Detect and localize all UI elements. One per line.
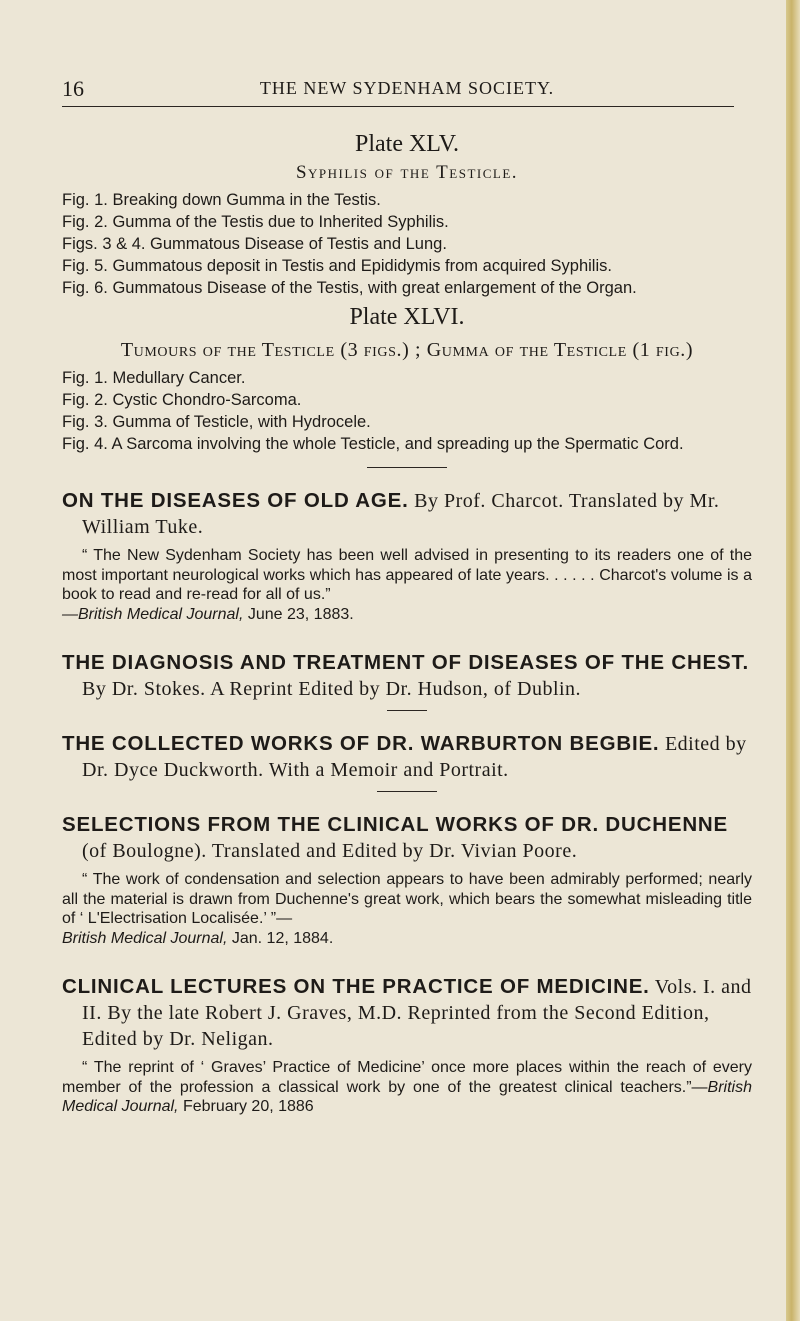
book-title: ON THE DISEASES OF OLD AGE. bbox=[62, 489, 409, 512]
book-title: SELECTIONS FROM THE CLINICAL WORKS OF DR. DUCHENNE bbox=[62, 813, 729, 836]
section-rule bbox=[367, 467, 447, 468]
book-details: By Dr. Stokes. A Reprint Edited by Dr. Hudson, of Dublin. bbox=[82, 678, 582, 700]
book-title-line bbox=[62, 488, 752, 540]
figure-item bbox=[62, 434, 752, 455]
figure-label: Figs. 3 & 4. bbox=[62, 235, 146, 253]
figure-item bbox=[62, 412, 752, 433]
book-entry bbox=[62, 650, 752, 702]
running-title: THE NEW SYDENHAM SOCIETY. bbox=[259, 78, 555, 98]
book-title: THE DIAGNOSIS AND TREATMENT OF DISEASES OF THE CHEST. bbox=[62, 651, 750, 674]
figure-list bbox=[62, 190, 752, 299]
plate-subtitle: Syphilis of the Testicle. bbox=[295, 162, 519, 183]
quote-text: “ The reprint of ‘ Graves’ Practice of Medicine’ once more places within the reach of every member of the profession a classical work by one of the greatest clinical teachers.”— bbox=[62, 1059, 752, 1096]
quote-date: Jan. 12, 1884. bbox=[227, 929, 334, 947]
book-details: Vols. I. and II. By the late Robert J. Graves, M.D. Reprinted from the Second Edition, Edited by Dr. Neligan. bbox=[82, 976, 752, 1050]
figure-item bbox=[62, 368, 752, 389]
book-entry bbox=[62, 812, 752, 948]
quote-date: February 20, 1886 bbox=[178, 1098, 314, 1115]
book-title-line bbox=[62, 731, 752, 783]
figure-text: Gummatous Disease of the Testis, with great enlargement of the Organ. bbox=[112, 279, 637, 297]
header-rule bbox=[62, 106, 734, 107]
section-rule bbox=[387, 710, 427, 711]
plate-subtitle: Tumours of the Testicle (3 figs.) ; Gumma of the Testicle (1 fig.) bbox=[120, 339, 694, 361]
figure-label: Fig. 2. bbox=[62, 213, 108, 231]
quote-text: “ The work of condensation and selection appears to have been admirably performed; nearly all the material is drawn from Duchenne's great work, which bears the somewhat misleading title of ‘ L'Electrisation Localisée.’ ”— bbox=[62, 871, 752, 927]
page-edge bbox=[786, 0, 800, 1321]
book-title-line bbox=[62, 812, 752, 864]
figure-item bbox=[62, 256, 752, 277]
figure-text: Gumma of the Testis due to Inherited Syphilis. bbox=[112, 213, 449, 231]
book-entry bbox=[62, 974, 752, 1117]
figure-label: Fig. 4. bbox=[62, 435, 108, 453]
review-quote bbox=[62, 546, 752, 624]
book-entry bbox=[62, 731, 752, 783]
quote-source: —British Medical Journal, bbox=[62, 605, 244, 623]
figure-item bbox=[62, 212, 752, 233]
figure-label: Fig. 6. bbox=[62, 279, 108, 297]
figure-text: Gummatous Disease of Testis and Lung. bbox=[150, 235, 447, 253]
book-title-line bbox=[62, 650, 752, 702]
figure-text: Gummatous deposit in Testis and Epididymis from acquired Syphilis. bbox=[112, 257, 612, 275]
figure-label: Fig. 5. bbox=[62, 257, 108, 275]
figure-text: Cystic Chondro-Sarcoma. bbox=[112, 391, 302, 409]
figure-text: A Sarcoma involving the whole Testicle, and spreading up the Spermatic Cord. bbox=[111, 435, 684, 453]
figure-item bbox=[62, 190, 752, 211]
quote-date: June 23, 1883. bbox=[243, 605, 354, 623]
book-entry bbox=[62, 488, 752, 624]
figure-item bbox=[62, 390, 752, 411]
running-head bbox=[62, 76, 752, 104]
figure-label: Fig. 3. bbox=[62, 413, 108, 431]
section-rule bbox=[377, 791, 437, 792]
figure-text: Breaking down Gumma in the Testis. bbox=[112, 191, 381, 209]
book-title-line bbox=[62, 974, 752, 1052]
plate-xlv bbox=[62, 130, 752, 299]
figure-label: Fig. 1. bbox=[62, 369, 108, 387]
figure-text: Medullary Cancer. bbox=[112, 369, 246, 387]
figure-item bbox=[62, 278, 752, 299]
book-details: (of Boulogne). Translated and Edited by Dr. Vivian Poore. bbox=[82, 840, 578, 862]
review-quote bbox=[62, 870, 752, 948]
page-content bbox=[62, 130, 752, 1117]
quote-text: “ The New Sydenham Society has been well advised in presenting to its readers one of the most important neurological works which has appeared of late years. . . . . . Charcot's volume is a book to read and re-read for all of us.” bbox=[62, 547, 752, 603]
book-details: Edited by Dr. Dyce Duckworth. With a Memoir and Portrait. bbox=[82, 733, 747, 781]
plate-title: Plate XLV. bbox=[354, 131, 459, 157]
book-title: THE COLLECTED WORKS OF DR. WARBURTON BEGBIE. bbox=[62, 732, 660, 755]
plate-title: Plate XLVI. bbox=[349, 304, 465, 330]
figure-item bbox=[62, 234, 752, 255]
quote-source: British Medical Journal, bbox=[62, 929, 228, 947]
figure-label: Fig. 2. bbox=[62, 391, 108, 409]
plate-xlvi bbox=[62, 303, 752, 455]
book-details: By Prof. Charcot. Translated by Mr. William Tuke. bbox=[82, 490, 720, 538]
quote-source: British Medical Journal, bbox=[62, 1078, 752, 1115]
figure-text: Gumma of Testicle, with Hydrocele. bbox=[112, 413, 371, 431]
review-quote bbox=[62, 1058, 752, 1117]
figure-list bbox=[62, 368, 752, 455]
book-title: CLINICAL LECTURES ON THE PRACTICE OF MEDICINE. bbox=[62, 975, 650, 998]
figure-label: Fig. 1. bbox=[62, 191, 108, 209]
page-number: 16 bbox=[62, 76, 84, 101]
